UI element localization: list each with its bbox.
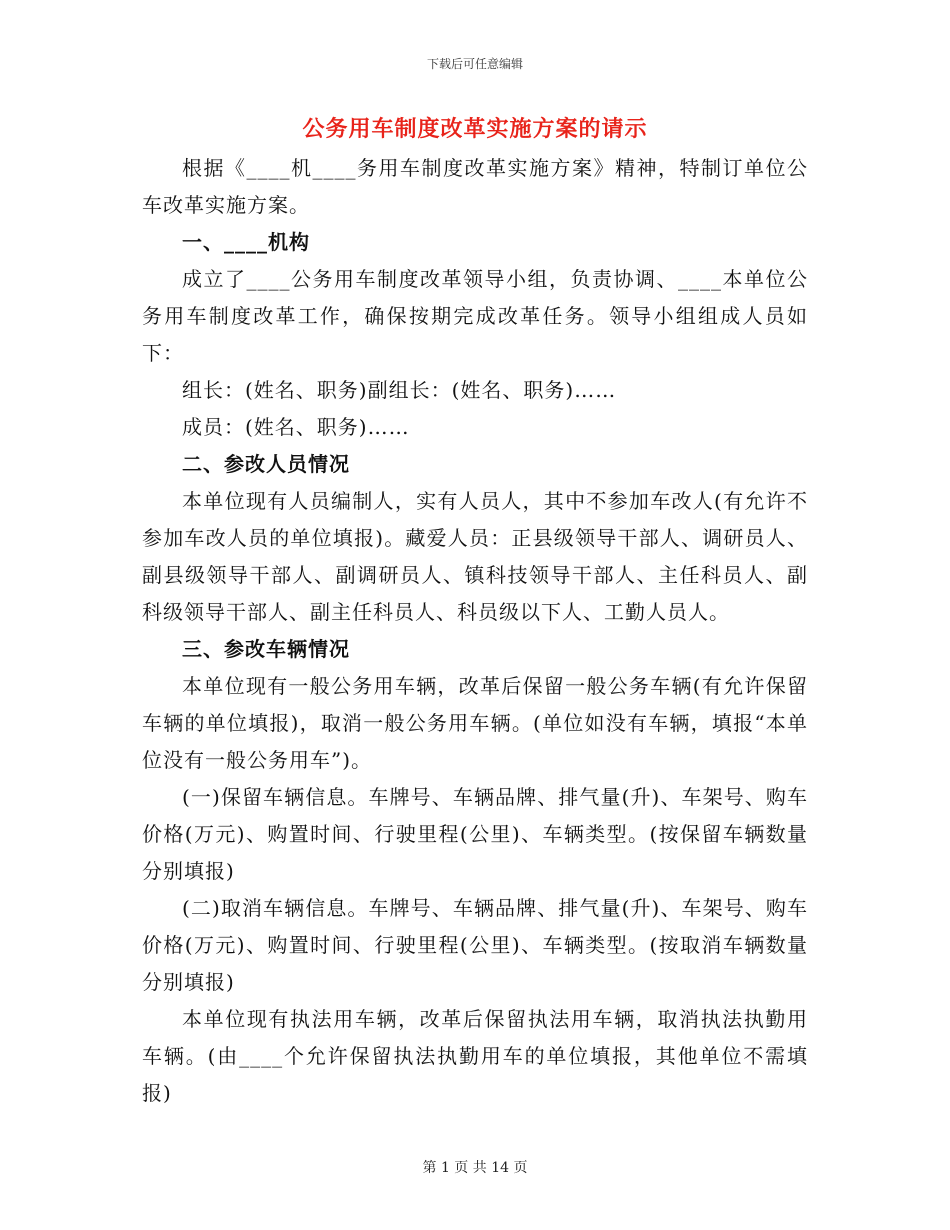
document-body [142, 150, 808, 1112]
section-heading-2: 二、参改人员情况 [182, 452, 350, 476]
paragraph-cancelled-vehicles: (二)取消车辆信息。车牌号、车辆品牌、排气量(升)、车架号、购车价格(万元)、购置时间、行驶里程(公里)、车辆类型。(按取消车辆数量分别填报) [142, 896, 808, 994]
header-note: 下载后可任意编辑 [426, 57, 523, 71]
page-number: 第 1 页 共 14 页 [422, 1160, 528, 1176]
paragraph-personnel: 本单位现有人员编制人，实有人员人，其中不参加车改人(有允许不参加车改人员的单位填报)。藏爱人员：正县级领导干部人、调研员人、副县级领导干部人、副调研员人、镇科技领导干部人、主任科员人、副科级领导干部人、副主任科员人、科员级以下人、工勤人员人。 [142, 489, 808, 624]
document-title: 公务用车制度改革实施方案的请示 [302, 116, 648, 142]
paragraph-members: 成员：(姓名、职务)…… [182, 415, 410, 439]
paragraph-organization: 成立了____公务用车制度改革领导小组，负责协调、____本单位公务用车制度改革工作，确保按期完成改革任务。领导小组组成人员如下： [142, 267, 808, 365]
paragraph-vehicles: 本单位现有一般公务用车辆，改革后保留一般公务车辆(有允许保留车辆的单位填报)，取消一般公务用车辆。(单位如没有车辆，填报“本单位没有一般公务用车”)。 [142, 674, 808, 772]
paragraph-intro: 根据《____机____务用车制度改革实施方案》精神，特制订单位公车改革实施方案。 [142, 156, 808, 217]
paragraph-enforcement-vehicles: 本单位现有执法用车辆，改革后保留执法用车辆，取消执法执勤用车辆。(由____个允许保留执法执勤用车的单位填报，其他单位不需填报) [142, 1007, 808, 1105]
section-heading-3: 三、参改车辆情况 [182, 637, 350, 661]
paragraph-retained-vehicles: (一)保留车辆信息。车牌号、车辆品牌、排气量(升)、车架号、购车价格(万元)、购置时间、行驶里程(公里)、车辆类型。(按保留车辆数量分别填报) [142, 785, 808, 883]
paragraph-leaders: 组长：(姓名、职务)副组长：(姓名、职务)…… [182, 378, 617, 402]
section-heading-1: 一、____机构 [182, 230, 310, 254]
